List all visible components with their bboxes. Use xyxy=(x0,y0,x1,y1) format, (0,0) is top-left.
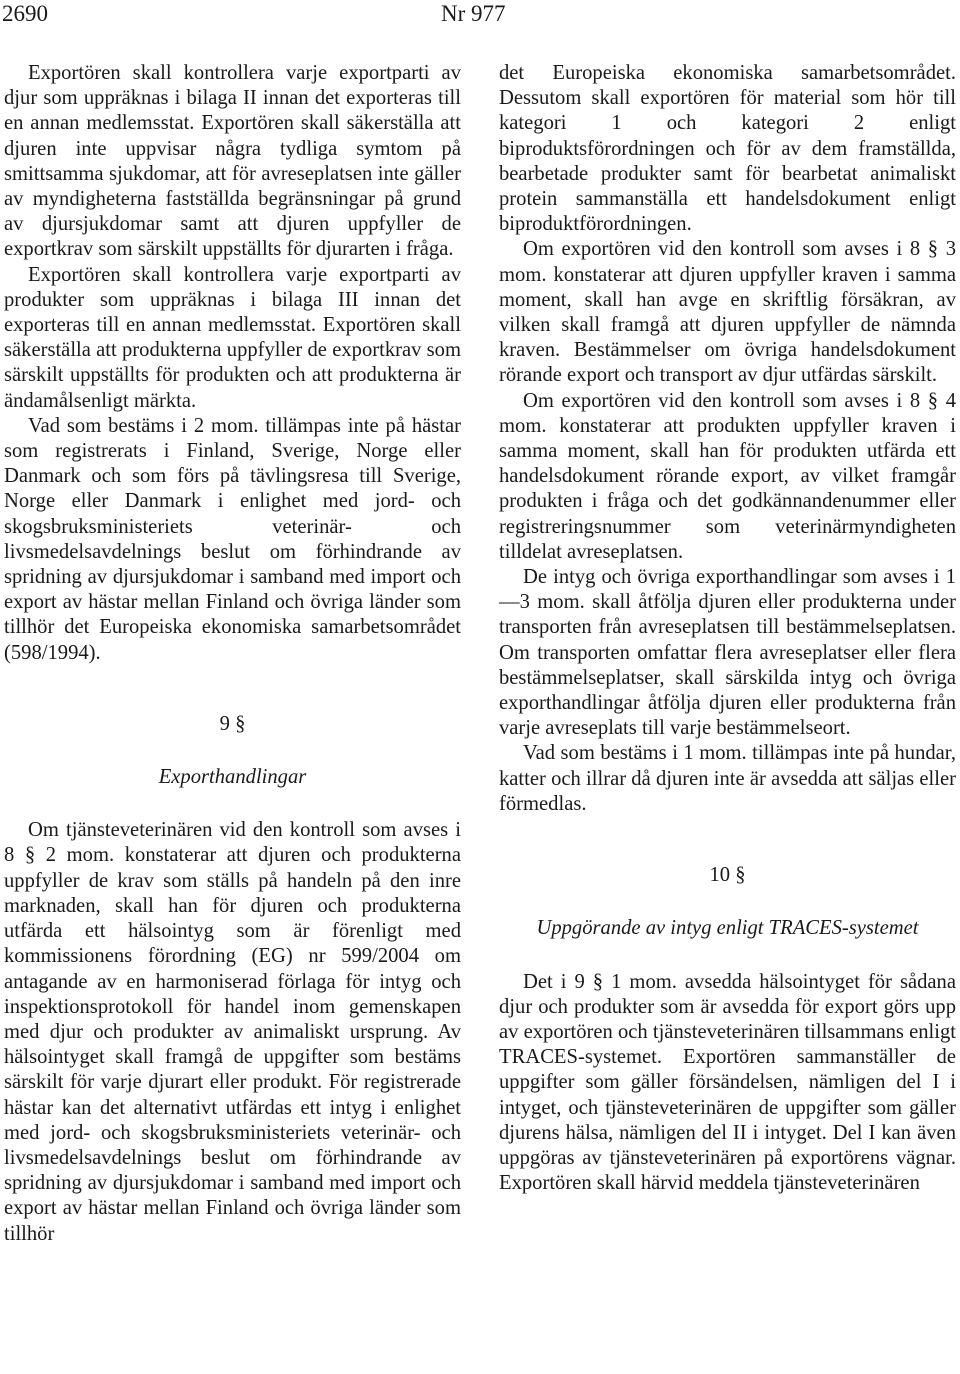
paragraph: De intyg och övriga exporthandlingar som avses i 1—3 mom. skall åtfölja djuren eller produkterna under transporten från avreseplatsen till bestämmelseplatsen. Om transporten omfattar flera avreseplatser eller flera bestämmelseplatser, skall särskilda intyg och övriga exporthandlingar åtfölja djuren eller produkterna från varje avreseplats till varje bestämmelseort. xyxy=(499,566,956,740)
paragraph: Det i 9 § 1 mom. avsedda hälsointyget för sådana djur och produkter som är avsedda för export görs upp av exportören och tjänsteveterinären tillsammans enligt TRACES-systemet. Exportören sammanställer de uppgifter som gäller försändelsen, nämligen del I i intyget, och tjänsteveterinären de uppgifter som gäller djurens hälsa, nämligen del II i intyget. Del I kan även uppgöras av tjänsteveterinären på exportörens vägnar. Exportören skall härvid meddela tjänsteveterinären xyxy=(499,970,956,1195)
paragraph: Om exportören vid den kontroll som avses i 8 § 3 mom. konstaterar att djuren uppfyller kraven i samma moment, skall han avge en skriftlig försäkran, av vilken skall framgå att djuren uppfyller de nämnda kraven. Bestämmelser om övriga handelsdokument rörande export och transport av djur utfärdas särskilt. xyxy=(499,238,956,387)
page-number: 2690 xyxy=(2,1,48,26)
right-column xyxy=(499,61,956,1196)
paragraph: det Europeiska ekonomiska samarbetsområdet. Dessutom skall exportören för material som hör till kategori 1 och kategori 2 enligt biproduktsförordningen och för av dem framställda, bearbetade produkter samt för bearbetat animaliskt protein sammanställa ett handelsdokument enligt biproduktförordningen. xyxy=(499,62,956,236)
section-title: Exporthandlingar xyxy=(158,766,307,789)
section-title: Uppgörande av intyg enligt TRACES-systemet xyxy=(536,917,919,940)
section-number: 9 § xyxy=(219,712,246,735)
paragraph: Exportören skall kontrollera varje exportparti av djur som uppräknas i bilaga II innan det exporteras till en annan medlemsstat. Exportören skall säkerställa att djuren inte uppvisar några tydliga symtom på smittsamma sjukdomar, att för avreseplatsen inte gäller av myndigheterna fastställda begränsningar på grund av djursjukdomar samt att djuren uppfyller de exportkrav som särskilt uppställts för djurarten i fråga. xyxy=(4,62,461,261)
paragraph: Om exportören vid den kontroll som avses i 8 § 4 mom. konstaterar att produkten uppfyller kraven i samma moment, skall han för produkten utfärda ett handelsdokument rörande export, av vilket framgår produkten i fråga och det godkännandenummer eller registreringsnummer som veterinärmyndigheten tilldelat avreseplatsen. xyxy=(499,389,956,563)
paragraph: Exportören skall kontrollera varje exportparti av produkter som uppräknas i bilaga III innan det exporteras till en annan medlemsstat. Exportören skall säkerställa att produkterna uppfyller de exportkrav som särskilt uppställts för produkten och att produkterna är ändamålsenligt märkta. xyxy=(4,263,461,412)
left-column xyxy=(4,61,461,1247)
section-number: 10 § xyxy=(709,864,746,887)
issue-number: Nr 977 xyxy=(441,1,506,26)
paragraph: Vad som bestäms i 2 mom. tillämpas inte på hästar som registrerats i Finland, Sverige, Norge eller Danmark och som förs på tävlingsresa till Sverige, Norge eller Danmark i enlighet med jord- och skogsbruksministeriets veterinär- och livsmedelsavdelnings beslut om förhindrande av spridning av djursjukdomar i samband med import och export av hästar mellan Finland och övriga länder som tillhör det Europeiska ekonomiska samarbetsområdet (598/1994). xyxy=(4,414,461,664)
paragraph: Vad som bestäms i 1 mom. tillämpas inte på hundar, katter och illrar då djuren inte är avsedda att säljas eller förmedlas. xyxy=(499,742,956,815)
paragraph: Om tjänsteveterinären vid den kontroll som avses i 8 § 2 mom. konstaterar att djuren och produkterna uppfyller de krav som ställs på handeln på den inre marknaden, skall han för djuren och produkterna utfärda ett hälsointyg som är förenligt med kommissionens förordning (EG) nr 599/2004 om antagande av en harmoniserad förlaga för intyg och inspektionsprotokoll för handel inom gemenskapen med djur och produkter av animaliskt ursprung. Av hälsointyget skall framgå de uppgifter som bestäms särskilt för varje djurart eller produkt. För registrerade hästar kan det alternativt utfärdas ett intyg i enlighet med jord- och skogsbruksministeriets veterinär- och livsmedelsavdelnings beslut om förhindrande av spridning av djursjukdomar i samband med import och export av hästar mellan Finland och övriga länder som tillhör xyxy=(4,819,461,1245)
